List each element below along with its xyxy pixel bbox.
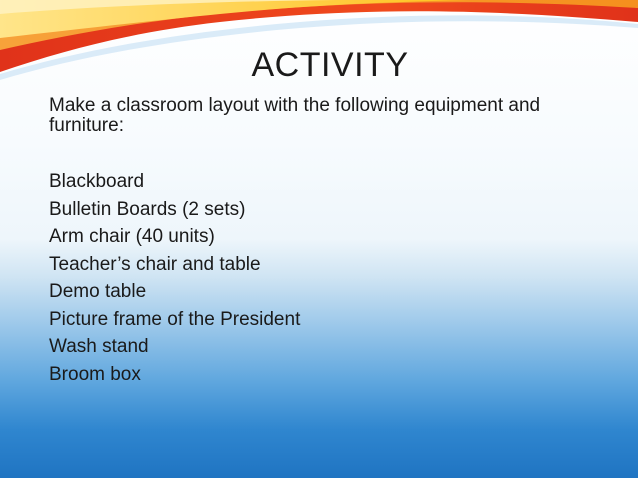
list-item: Teacher’s chair and table (49, 253, 261, 275)
equipment-list (49, 168, 300, 388)
list-item: Picture frame of the President (49, 308, 301, 330)
list-item: Broom box (49, 363, 141, 385)
list-item: Demo table (49, 281, 147, 302)
list-item: Arm chair (40 units) (49, 226, 215, 247)
list-item: Bulletin Boards (2 sets) (49, 198, 246, 220)
list-item: Wash stand (49, 336, 149, 357)
intro-text: Make a classroom layout with the following equipment and furniture: (49, 95, 541, 136)
slide-title: ACTIVITY (251, 46, 409, 84)
list-item: Blackboard (49, 171, 145, 192)
